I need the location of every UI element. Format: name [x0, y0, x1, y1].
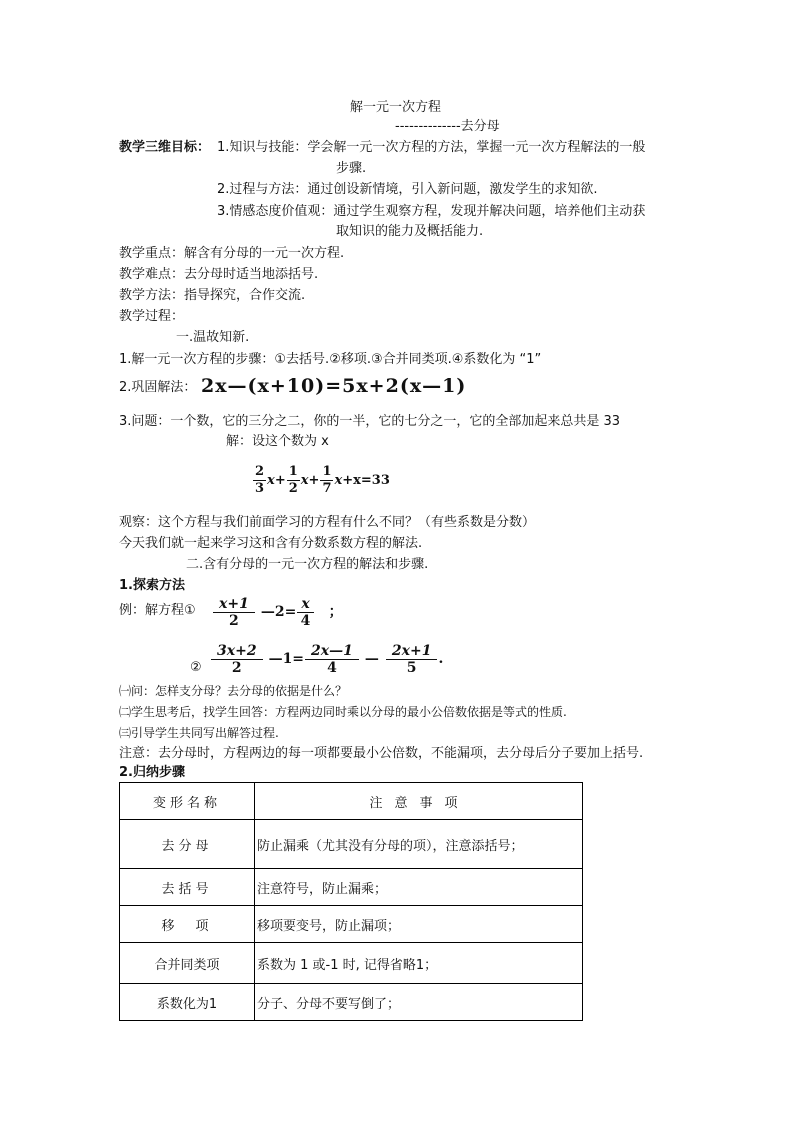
objective-1-cont: 步骤.	[336, 161, 367, 176]
example-2-mark: ②	[190, 660, 202, 675]
review-item-2-label: 2.巩固解法：	[119, 380, 197, 395]
summary-heading: 2.归纳步骤	[119, 765, 185, 780]
objective-1: 1.知识与技能：学会解一元一次方程的方法，掌握一元一次方程解法的一般	[217, 140, 646, 155]
table-cell-note: 防止漏乘（尤其没有分母的项），注意添括号；	[255, 820, 583, 869]
objective-2: 2.过程与方法：通过创设新情境，引入新问题，激发学生的求知欲.	[217, 182, 598, 197]
fraction-x-over-4: $\frac{x}{4}$	[297, 596, 313, 629]
steps-table	[119, 782, 583, 1021]
table-cell-note: 注意符号，防止漏乘；	[255, 869, 583, 906]
objectives-label: 教学三维目标：	[119, 140, 211, 155]
page-title: 解一元一次方程	[350, 100, 442, 115]
observe: 观察：这个方程与我们前面学习的方程有什么不同？（有些系数是分数）	[119, 515, 536, 530]
review-equation: 2x—(x+10)=5x+2(x—1)	[201, 375, 467, 397]
example-equation-2: $\frac{3x+2}{2}$ —1= $\frac{2x—1}{4}$ — $\frac{2x+1}{5}$ .	[210, 637, 443, 681]
table-cell-step: 去分母	[120, 820, 255, 869]
review-item-3: 3.问题：一个数，它的三分之二，你的一半，它的七分之一，它的全部加起来总共是 33	[119, 414, 621, 429]
table-cell-step: 系数化为1	[120, 984, 255, 1021]
example-equation-1: $\frac{x+1}{2}$ —2= $\frac{x}{4}$ ；	[212, 590, 343, 634]
section-1-heading: 一.温故知新.	[176, 330, 250, 345]
note: 注意：去分母时，方程两边的每一项都要最小公倍数，不能漏项，去分母后分子要加上括号.	[119, 746, 644, 761]
section-2-heading: 二.含有分母的一元一次方程的解法和步骤.	[186, 557, 429, 572]
table-cell-note: 分子、分母不要写倒了；	[255, 984, 583, 1021]
difficulty: 教学难点：去分母时适当地添括号.	[119, 267, 319, 282]
explore-heading: 1.探索方法	[119, 578, 185, 593]
example-label: 例：解方程①	[119, 603, 196, 618]
table-cell-step: 移 项	[120, 906, 255, 943]
objective-3: 3.情感态度价值观：通过学生观察方程，发现并解决问题，培养他们主动获	[217, 204, 646, 219]
fraction-3x-plus-2-over-2: $\frac{3x+2}{2}$	[211, 643, 263, 676]
review-item-1: 1.解一元一次方程的步骤：①去括号.②移项.③合并同类项.④系数化为 “1”	[119, 352, 542, 367]
table-row	[120, 906, 583, 943]
teaching-process: 教学过程：	[119, 309, 185, 324]
fraction-2x-plus-1-over-5: $\frac{2x+1}{5}$	[386, 643, 438, 676]
table-row	[120, 820, 583, 869]
table-row	[120, 943, 583, 984]
question-3: ㈢引导学生共同写出解答过程.	[119, 726, 279, 740]
key-point: 教学重点：解含有分母的一元一次方程.	[119, 246, 345, 261]
solve-let: 解：设这个数为 x	[226, 434, 329, 449]
fraction-2x-minus-1-over-4: $\frac{2x—1}{4}$	[305, 643, 359, 676]
page-subtitle: --------------去分母	[395, 119, 500, 134]
table-cell-note: 移项要变号，防止漏项；	[255, 906, 583, 943]
question-1: ㈠问：怎样支分母？去分母的依据是什么？	[119, 684, 348, 698]
table-cell-note: 系数为 1 或-1 时, 记得省略1；	[255, 943, 583, 984]
today-intro: 今天我们就一起来学习这和含有分数系数方程的解法.	[119, 536, 423, 551]
objective-3-cont: 取知识的能力及概括能力.	[336, 224, 484, 239]
table-cell-step: 去括号	[120, 869, 255, 906]
table-header-name: 变形名称	[120, 783, 255, 820]
teaching-method: 教学方法：指导探究，合作交流.	[119, 288, 306, 303]
table-row	[120, 984, 583, 1021]
table-header-row	[120, 783, 583, 820]
question-2: ㈡学生思考后，找学生回答：方程两边同时乘以分母的最小公倍数依据是等式的性质.	[119, 705, 567, 719]
fraction-2-3: $\frac{2}{3}$	[255, 464, 265, 496]
fraction-1-7: $\frac{1}{7}$	[322, 464, 332, 496]
table-header-notes: 注意事项	[255, 783, 583, 820]
table-cell-step: 合并同类项	[120, 943, 255, 984]
fraction-1-2: $\frac{1}{2}$	[288, 464, 298, 496]
table-row	[120, 869, 583, 906]
fraction-x-plus-1-over-2: $\frac{x+1}{2}$	[213, 596, 255, 629]
equation-1: $\frac{2}{3}$ x+ $\frac{1}{2}$ x+ $\frac{1}{7}$ x+x=33	[255, 464, 390, 496]
